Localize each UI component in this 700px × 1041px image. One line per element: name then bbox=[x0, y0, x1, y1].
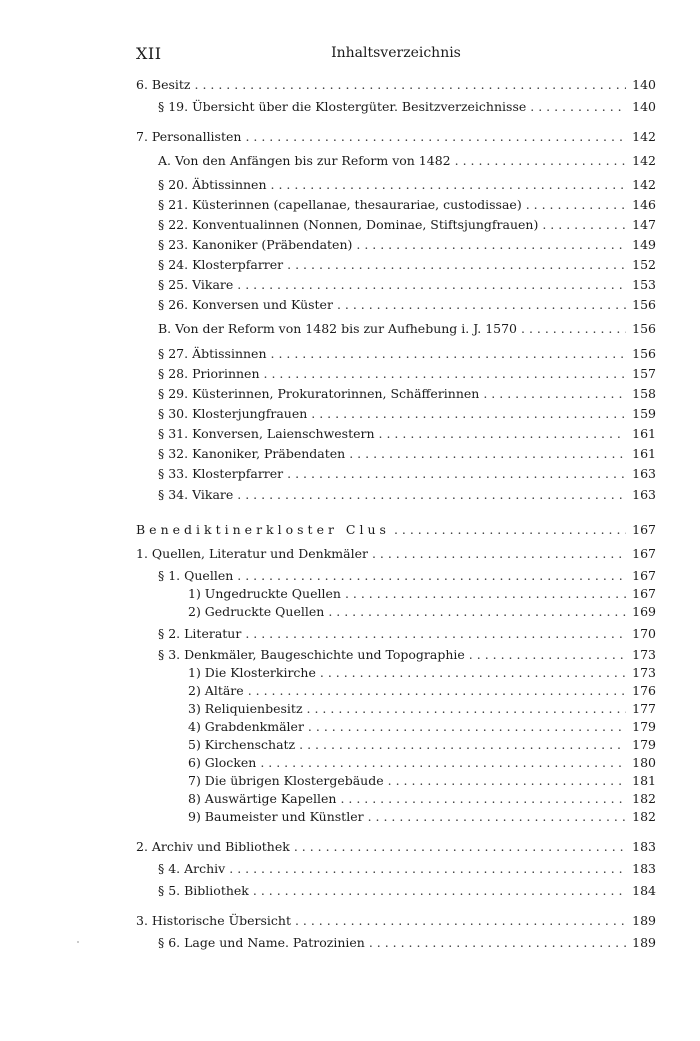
leader-dots bbox=[388, 772, 627, 790]
toc-entry-label: § 26. Konversen und Küster bbox=[158, 297, 333, 312]
leader-dots bbox=[372, 545, 626, 563]
toc-entry-label: 7. Personallisten bbox=[136, 129, 242, 144]
toc-entry-label: 7) Die übrigen Klostergebäude bbox=[188, 773, 384, 788]
toc-entry-label: § 23. Kanoniker (Präbendaten) bbox=[158, 237, 353, 252]
leader-dots bbox=[483, 385, 626, 403]
toc-entry bbox=[188, 772, 656, 790]
toc-entry-label: 2) Altäre bbox=[188, 683, 244, 698]
toc-entry-label: 8) Auswärtige Kapellen bbox=[188, 791, 337, 806]
toc-entry bbox=[158, 176, 656, 194]
toc-entry bbox=[158, 465, 656, 483]
toc-entry bbox=[158, 567, 656, 585]
toc-entry bbox=[158, 216, 656, 234]
toc-entry-page: 163 bbox=[632, 466, 656, 481]
toc-entry-page: 157 bbox=[632, 366, 656, 381]
toc-entry-label: § 25. Vikare bbox=[158, 277, 234, 292]
toc-entry-page: 161 bbox=[632, 426, 656, 441]
toc-entry-label: A. Von den Anfängen bis zur Reform von 1482 bbox=[158, 153, 451, 168]
leader-dots bbox=[337, 296, 626, 314]
toc-entry bbox=[136, 128, 656, 146]
leader-dots bbox=[195, 76, 627, 94]
toc-entry-page: 183 bbox=[632, 839, 656, 854]
toc-entry-page: 179 bbox=[632, 737, 656, 752]
leader-dots bbox=[260, 754, 626, 772]
leader-dots bbox=[299, 736, 626, 754]
toc-entry-page: 167 bbox=[632, 568, 656, 583]
toc-entry-page: 158 bbox=[632, 386, 656, 401]
leader-dots bbox=[311, 405, 626, 423]
leader-dots bbox=[455, 152, 627, 170]
toc-entry-page: 152 bbox=[632, 257, 656, 272]
leader-dots bbox=[245, 128, 626, 146]
leader-dots bbox=[369, 934, 626, 952]
toc-entry-label: § 21. Küsterinnen (capellanae, thesaurariae, custodissae) bbox=[158, 197, 522, 212]
toc-entry bbox=[158, 934, 656, 952]
leader-dots bbox=[287, 256, 626, 274]
toc-entry-label: § 30. Klosterjungfrauen bbox=[158, 406, 308, 421]
toc-entry-page: 146 bbox=[632, 197, 656, 212]
toc-entry bbox=[158, 365, 656, 383]
toc-entry bbox=[188, 682, 656, 700]
toc-entry bbox=[158, 152, 656, 170]
toc-entry-page: 189 bbox=[632, 913, 656, 928]
toc-entry bbox=[188, 754, 656, 772]
leader-dots bbox=[542, 216, 626, 234]
toc-entry-label: § 5. Bibliothek bbox=[158, 883, 249, 898]
leader-dots bbox=[469, 646, 626, 664]
toc-entry-label: § 27. Äbtissinnen bbox=[158, 346, 267, 361]
toc-entry-page: 176 bbox=[632, 683, 656, 698]
toc-entry-page: 167 bbox=[632, 546, 656, 561]
leader-dots bbox=[237, 567, 626, 585]
toc-entry bbox=[188, 603, 656, 621]
toc-entry-page: 189 bbox=[632, 935, 656, 950]
leader-dots bbox=[308, 718, 626, 736]
toc-entry-label: § 22. Konventualinnen (Nonnen, Dominae, Stiftsjungfrauen) bbox=[158, 217, 539, 232]
leader-dots bbox=[379, 425, 627, 443]
toc-entry-label: § 2. Literatur bbox=[158, 626, 242, 641]
toc-entry bbox=[158, 345, 656, 363]
toc-entry-page: 156 bbox=[632, 297, 656, 312]
toc-entry bbox=[158, 486, 656, 504]
leader-dots bbox=[253, 882, 626, 900]
toc-entry-label: § 31. Konversen, Laienschwestern bbox=[158, 426, 375, 441]
toc-entry-label: 1) Die Klosterkirche bbox=[188, 665, 316, 680]
toc-entry-label: B. Von der Reform von 1482 bis zur Aufhebung i. J. 1570 bbox=[158, 321, 518, 336]
toc-entry bbox=[188, 664, 656, 682]
toc-entry-page: 170 bbox=[632, 626, 656, 641]
leader-dots bbox=[264, 365, 627, 383]
leader-dots bbox=[245, 625, 626, 643]
toc-entry-label: § 19. Übersicht über die Klostergüter. Besitzverzeichnisse bbox=[158, 99, 527, 114]
toc-entry-label: § 20. Äbtissinnen bbox=[158, 177, 267, 192]
toc-entry-page: 181 bbox=[632, 773, 656, 788]
toc-entry-label: 3) Reliquienbesitz bbox=[188, 701, 303, 716]
leader-dots bbox=[271, 345, 627, 363]
toc-entry bbox=[188, 700, 656, 718]
toc-entry-page: 156 bbox=[632, 346, 656, 361]
toc-entry-page: 177 bbox=[632, 701, 656, 716]
toc-entry bbox=[158, 196, 656, 214]
page-header bbox=[136, 44, 656, 66]
toc-section-heading bbox=[136, 521, 656, 539]
toc-entry bbox=[158, 320, 656, 338]
leader-dots bbox=[394, 521, 626, 539]
toc-entry-page: 159 bbox=[632, 406, 656, 421]
toc-entry-label: 5) Kirchenschatz bbox=[188, 737, 296, 752]
toc-entry bbox=[158, 646, 656, 664]
leader-dots bbox=[229, 860, 626, 878]
toc-entry bbox=[158, 625, 656, 643]
leader-dots bbox=[248, 682, 626, 700]
leader-dots bbox=[237, 276, 626, 294]
toc-entry-page: 140 bbox=[632, 99, 656, 114]
toc-entry-label: Benediktinerkloster Clus bbox=[136, 522, 390, 537]
toc-entry-page: 142 bbox=[632, 177, 656, 192]
toc-entry bbox=[136, 76, 656, 94]
toc-entry-page: 173 bbox=[632, 647, 656, 662]
toc-entry-label: 2. Archiv und Bibliothek bbox=[136, 839, 290, 854]
leader-dots bbox=[368, 808, 627, 826]
toc-entry-page: 142 bbox=[632, 153, 656, 168]
toc-entry-label: § 4. Archiv bbox=[158, 861, 226, 876]
toc-entry bbox=[158, 98, 656, 116]
toc-entry-page: 183 bbox=[632, 861, 656, 876]
toc-entry bbox=[158, 296, 656, 314]
leader-dots bbox=[345, 585, 626, 603]
toc-entry-label: 3. Historische Übersicht bbox=[136, 913, 291, 928]
toc-entry-page: 147 bbox=[632, 217, 656, 232]
page-number: XII bbox=[136, 44, 162, 63]
toc-entry bbox=[136, 545, 656, 563]
toc-entry bbox=[188, 718, 656, 736]
toc-entry bbox=[136, 912, 656, 930]
toc-entry-page: 179 bbox=[632, 719, 656, 734]
toc-entry-page: 180 bbox=[632, 755, 656, 770]
toc-entry-label: 9) Baumeister und Künstler bbox=[188, 809, 364, 824]
leader-dots bbox=[526, 196, 626, 214]
toc-entry-page: 184 bbox=[632, 883, 656, 898]
leader-dots bbox=[340, 790, 626, 808]
leader-dots bbox=[521, 320, 626, 338]
toc-entry-label: § 33. Klosterpfarrer bbox=[158, 466, 284, 481]
toc-entry bbox=[158, 276, 656, 294]
toc-entry-page: 140 bbox=[632, 77, 656, 92]
leader-dots bbox=[356, 236, 626, 254]
toc-entry bbox=[158, 256, 656, 274]
toc-entry-page: 161 bbox=[632, 446, 656, 461]
toc-entry-label: § 1. Quellen bbox=[158, 568, 234, 583]
leader-dots bbox=[328, 603, 626, 621]
toc-entry bbox=[158, 236, 656, 254]
toc-entry-page: 182 bbox=[632, 809, 656, 824]
leader-dots bbox=[295, 912, 626, 930]
toc-entry bbox=[158, 405, 656, 423]
leader-dots bbox=[294, 838, 626, 856]
toc-entry-label: § 6. Lage und Name. Patrozinien bbox=[158, 935, 365, 950]
toc-entry-label: 6) Glocken bbox=[188, 755, 257, 770]
toc-entry-label: 1) Ungedruckte Quellen bbox=[188, 586, 341, 601]
toc-entry-page: 167 bbox=[632, 522, 656, 537]
leader-dots bbox=[307, 700, 627, 718]
toc-entry-label: § 34. Vikare bbox=[158, 487, 234, 502]
toc-entry-label: § 28. Priorinnen bbox=[158, 366, 260, 381]
toc-entry-page: 173 bbox=[632, 665, 656, 680]
toc-entry bbox=[158, 385, 656, 403]
toc-entry-label: 1. Quellen, Literatur und Denkmäler bbox=[136, 546, 368, 561]
toc-entry bbox=[136, 838, 656, 856]
toc-entry-label: 2) Gedruckte Quellen bbox=[188, 604, 325, 619]
toc-entry bbox=[158, 860, 656, 878]
toc-entry-label: 4) Grabdenkmäler bbox=[188, 719, 304, 734]
toc-entry-page: 153 bbox=[632, 277, 656, 292]
toc-entry bbox=[188, 808, 656, 826]
toc-entry bbox=[188, 790, 656, 808]
leader-dots bbox=[349, 445, 626, 463]
scan-speck bbox=[77, 941, 79, 943]
toc-entry-label: § 29. Küsterinnen, Prokuratorinnen, Schäfferinnen bbox=[158, 386, 480, 401]
toc-entry-page: 149 bbox=[632, 237, 656, 252]
toc-entry-page: 182 bbox=[632, 791, 656, 806]
leader-dots bbox=[271, 176, 627, 194]
toc-entry-page: 163 bbox=[632, 487, 656, 502]
toc-entry-page: 156 bbox=[632, 321, 656, 336]
toc-entry bbox=[158, 445, 656, 463]
leader-dots bbox=[237, 486, 626, 504]
toc-entry-page: 169 bbox=[632, 604, 656, 619]
toc-entry bbox=[188, 585, 656, 603]
toc-entry-label: 6. Besitz bbox=[136, 77, 191, 92]
toc-entry-page: 167 bbox=[632, 586, 656, 601]
toc-entry bbox=[158, 882, 656, 900]
toc-entry-label: § 32. Kanoniker, Präbendaten bbox=[158, 446, 346, 461]
toc-entry-label: § 24. Klosterpfarrer bbox=[158, 257, 284, 272]
toc-entry bbox=[158, 425, 656, 443]
leader-dots bbox=[530, 98, 626, 116]
leader-dots bbox=[287, 465, 626, 483]
toc-entry bbox=[188, 736, 656, 754]
toc-entry-label: § 3. Denkmäler, Baugeschichte und Topographie bbox=[158, 647, 465, 662]
toc-entry-page: 142 bbox=[632, 129, 656, 144]
running-title: Inhaltsverzeichnis bbox=[331, 45, 461, 61]
leader-dots bbox=[320, 664, 626, 682]
